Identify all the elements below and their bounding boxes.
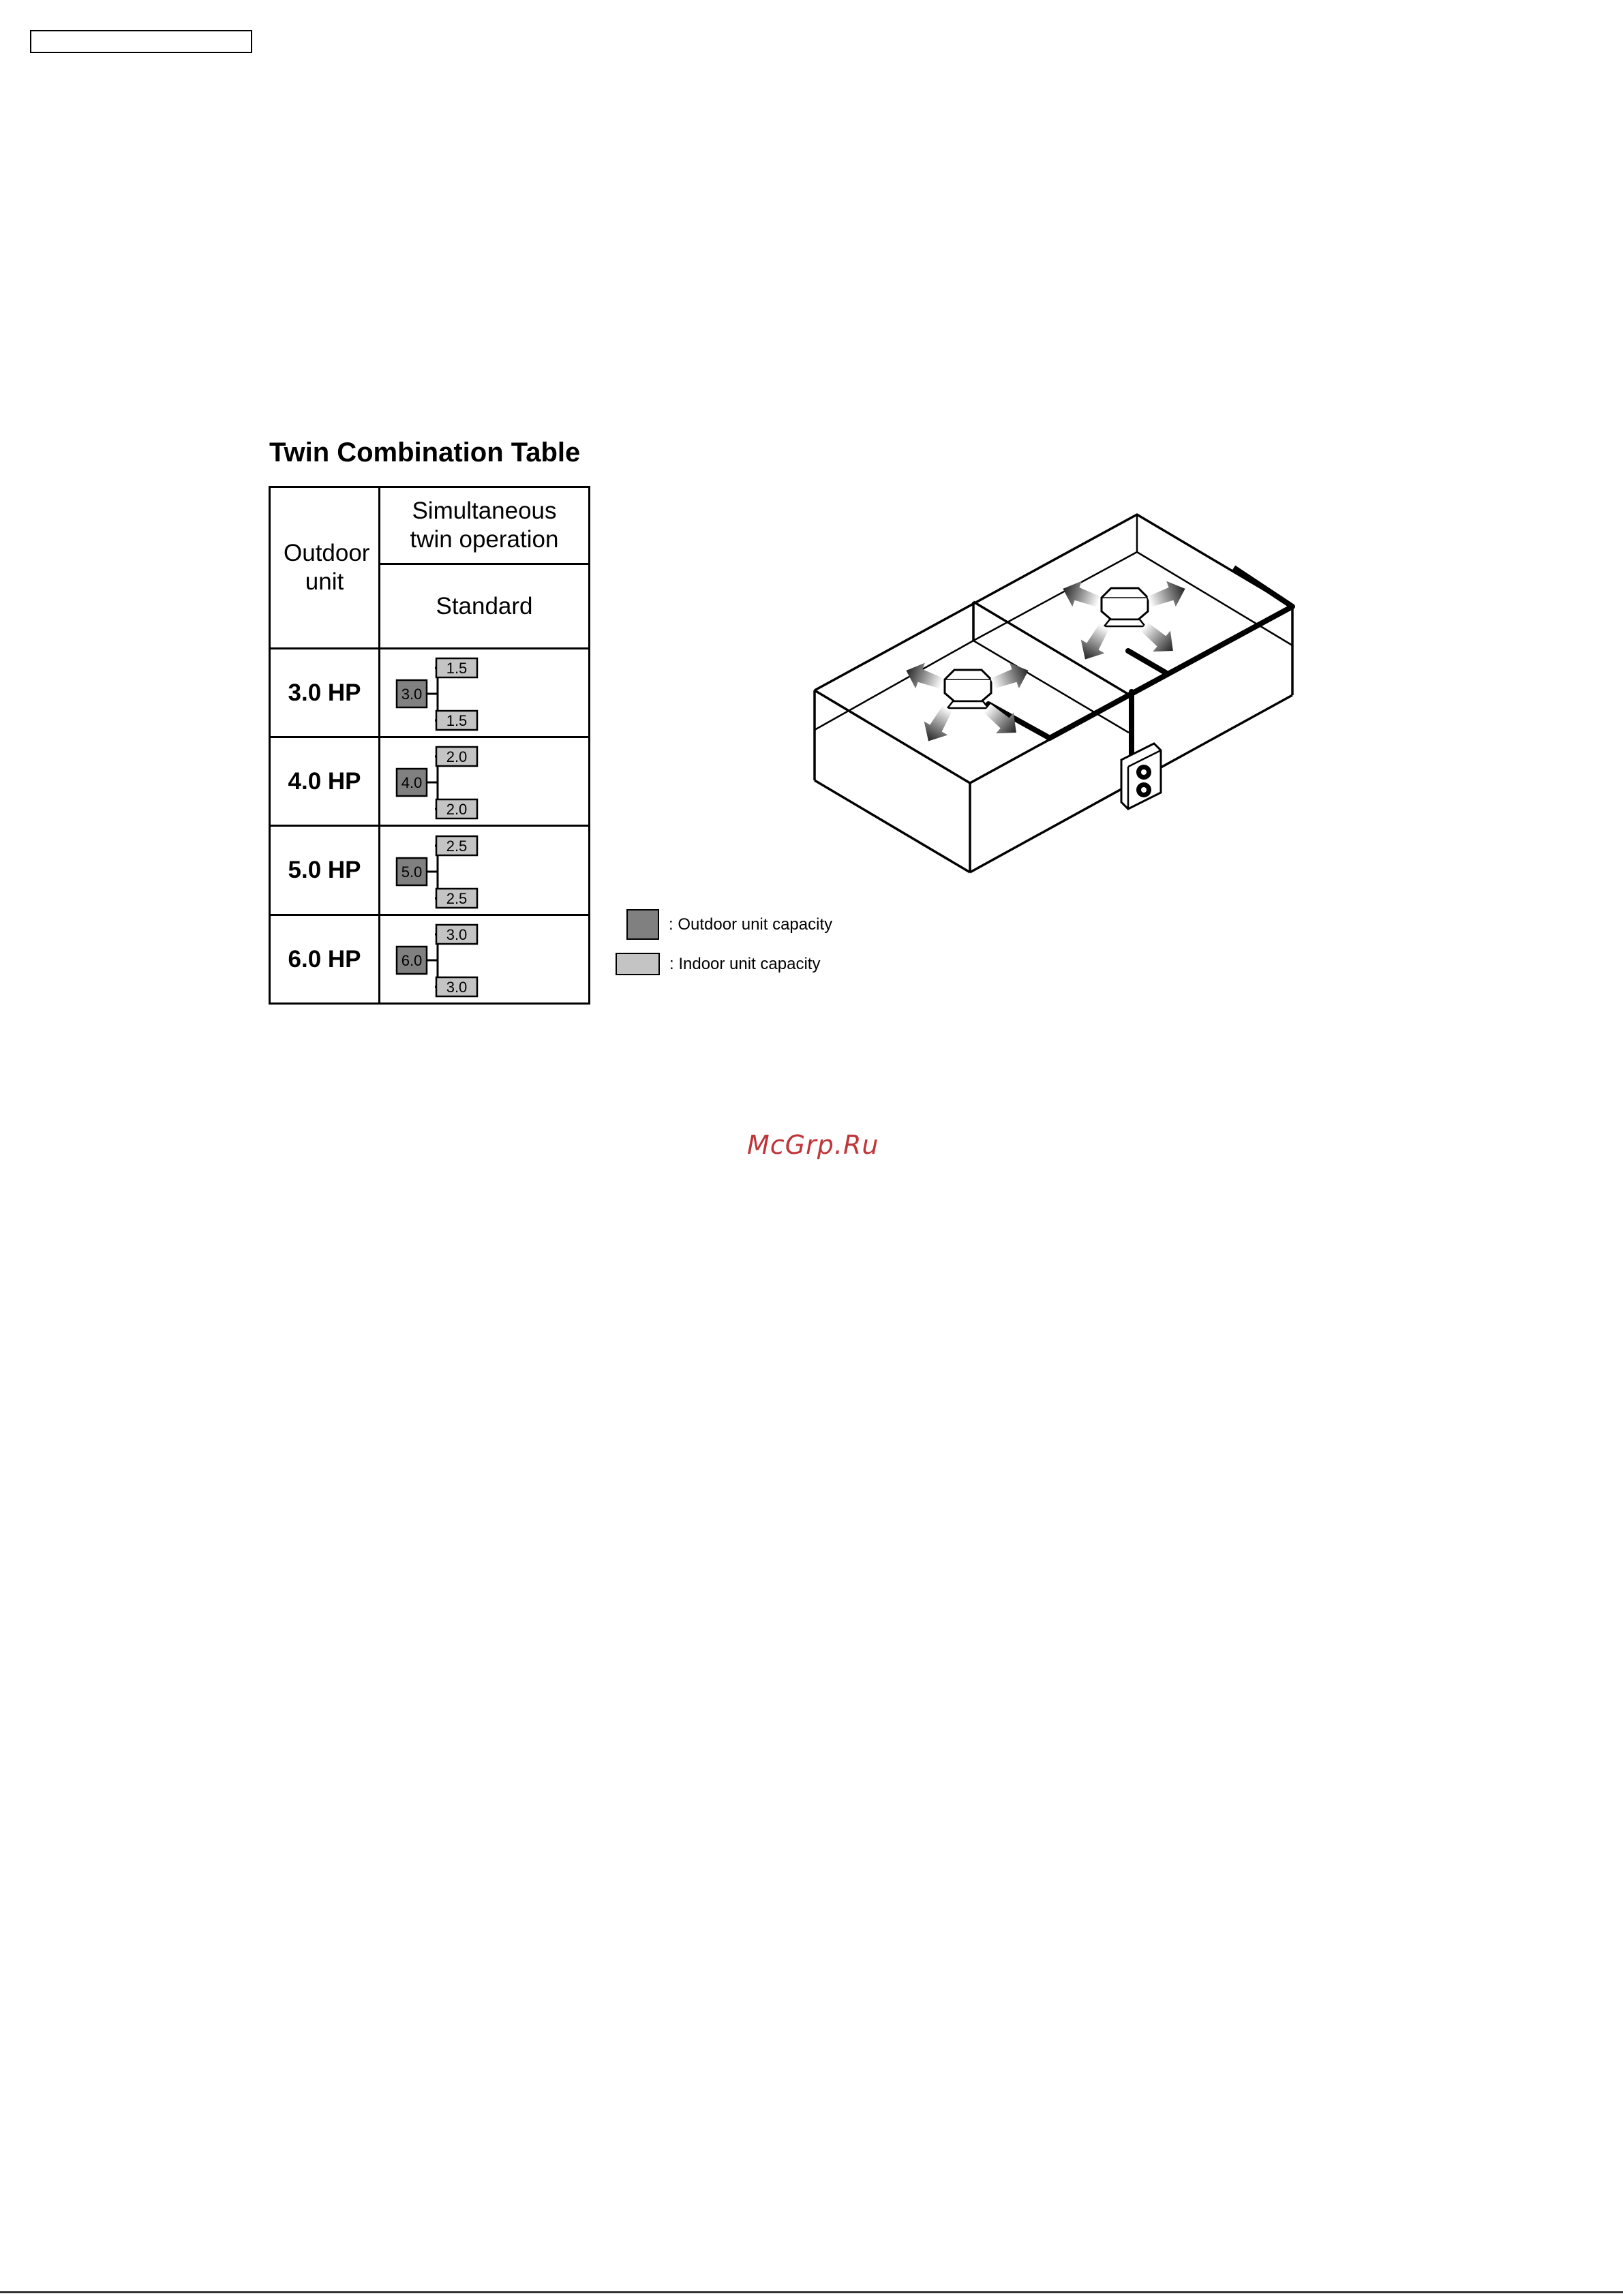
capacity-diagram [380,738,588,825]
table-row [270,649,590,737]
isometric-room-drawing [784,487,1302,903]
legend-outdoor-label: : Outdoor unit capacity [669,915,833,934]
capacity-cell [380,737,590,826]
capacity-diagram-graphic [380,827,590,914]
capacity-diagram-graphic [380,738,590,825]
indoor-capacity-top: 2.5 [446,837,468,855]
legend-indoor-label: : Indoor unit capacity [669,954,821,973]
outdoor-capacity: 4.0 [401,774,423,791]
capacity-diagram-graphic [380,916,590,1002]
indoor-capacity-bottom: 2.5 [446,889,468,907]
outdoor-swatch [626,909,659,940]
outdoor-capacity: 3.0 [401,686,423,703]
indoor-capacity-top: 3.0 [446,926,468,943]
outdoor-capacity: 5.0 [401,863,423,881]
table-row [270,737,590,826]
hp-label: 5.0 HP [270,826,380,915]
legend-outdoor [616,909,832,940]
capacity-diagram [380,827,588,914]
page-title: Twin Combination Table [269,438,581,468]
table-row [270,915,590,1004]
capacity-cell [380,649,590,737]
capacity-diagram [380,916,588,1002]
hp-label: 4.0 HP [270,737,380,826]
capacity-cell [380,826,590,915]
twin-combination-table [269,486,590,1005]
twin-installation-illustration [784,487,1302,906]
outdoor-capacity: 6.0 [401,952,423,969]
hp-label: 6.0 HP [270,915,380,1004]
legend-indoor [616,953,820,975]
capacity-diagram [380,649,588,736]
indoor-capacity-top: 2.0 [446,748,468,765]
indoor-capacity-top: 1.5 [446,660,468,677]
header-standard: Standard [380,564,590,649]
table-row [270,826,590,915]
capacity-cell [380,915,590,1004]
header-outdoor-unit: Outdoor unit [270,487,380,649]
indoor-capacity-bottom: 1.5 [446,712,468,729]
header-simultaneous-twin-operation: Simultaneous twin operation [380,487,590,564]
capacity-diagram-graphic [380,649,590,736]
indoor-capacity-bottom: 3.0 [446,979,468,996]
hp-label: 3.0 HP [270,649,380,737]
indoor-capacity-bottom: 2.0 [446,801,468,818]
header-frame [30,30,252,53]
page-bottom-rule [0,2291,1623,2293]
watermark-text: McGrp.Ru [747,1130,879,1160]
indoor-swatch [616,953,660,975]
